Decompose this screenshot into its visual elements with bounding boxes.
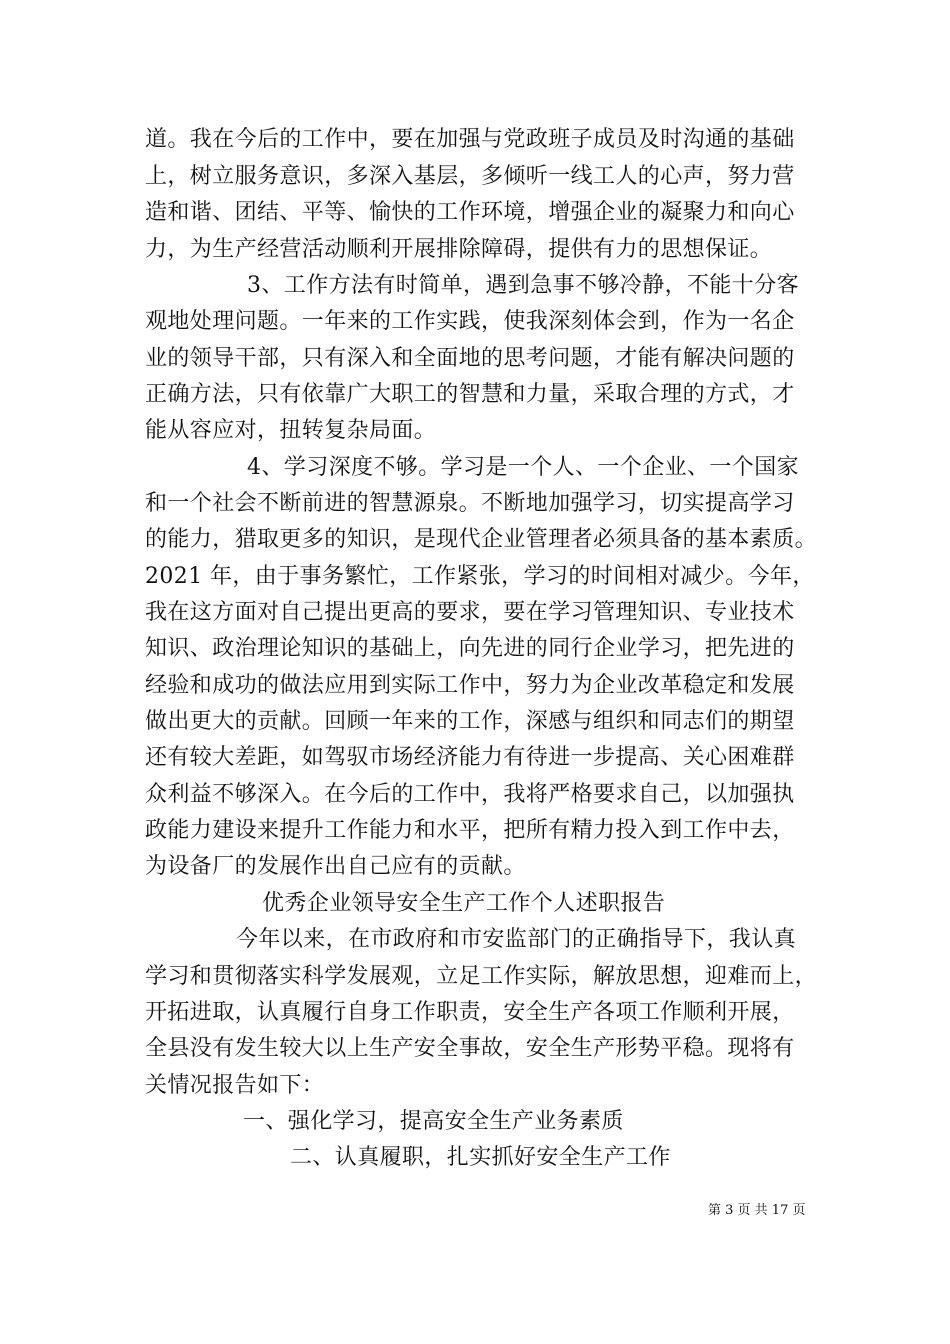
body-text-line: 力，为生产经营活动顺利开展排除障碍，提供有力的思想保证。 — [145, 237, 773, 262]
body-text-line: 能从容应对，扭转复杂局面。 — [145, 418, 437, 443]
body-text-line: 业的领导干部，只有深入和全面地的思考问题，才能有解决问题的 — [145, 346, 795, 371]
section-heading: 二、认真履职，扎实抓好安全生产工作 — [290, 1145, 671, 1170]
body-text-line: 开拓进取，认真履行自身工作职责，安全生产各项工作顺利开展， — [145, 1000, 795, 1025]
body-text-line: 上，树立服务意识，多深入基层，多倾听一线工人的心声，努力营 — [145, 164, 795, 189]
body-text-line: 全县没有发生较大以上生产安全事故，安全生产形势平稳。现将有 — [145, 1036, 795, 1061]
body-text-line: 知识、政治理论知识的基础上，向先进的同行企业学习，把先进的 — [145, 636, 795, 661]
body-text-line: 观地处理问题。一年来的工作实践，使我深刻体会到，作为一名企 — [145, 309, 795, 334]
body-text-line: 造和谐、团结、平等、愉快的工作环境，增强企业的凝聚力和向心 — [145, 200, 795, 225]
body-text-line: 3、工作方法有时简单，遇到急事不够冷静，不能十分客 — [247, 273, 799, 298]
body-text-line: 我在这方面对自己提出更高的要求，要在学习管理知识、专业技术 — [145, 600, 795, 625]
body-text-line: 2021 年，由于事务繁忙，工作紧张，学习的时间相对减少。今年， — [145, 564, 815, 589]
body-text-line: 政能力建设来提升工作能力和水平，把所有精力投入到工作中去， — [145, 818, 795, 843]
body-text-line: 和一个社会不断前进的智慧源泉。不断地加强学习，切实提高学习 — [145, 491, 795, 516]
body-text-line: 还有较大差距，如驾驭市场经济能力有待进一步提高、关心困难群 — [145, 745, 795, 770]
body-text-line: 道。我在今后的工作中，要在加强与党政班子成员及时沟通的基础 — [145, 127, 795, 152]
body-text-line: 学习和贯彻落实科学发展观，立足工作实际，解放思想，迎难而上， — [145, 964, 818, 989]
body-text-line: 经验和成功的做法应用到实际工作中，努力为企业改革稳定和发展 — [145, 673, 795, 698]
body-text-line: 4、学习深度不够。学习是一个人、一个企业、一个国家 — [247, 455, 799, 480]
page-number: 第 3 页 共 17 页 — [708, 1203, 806, 1218]
section-title: 优秀企业领导安全生产工作个人述职报告 — [262, 891, 666, 916]
body-text-line: 为设备厂的发展作出自己应有的贡献。 — [145, 854, 526, 879]
body-text-line: 今年以来，在市政府和市安监部门的正确指导下，我认真 — [236, 927, 797, 952]
body-text-line: 的能力，猎取更多的知识，是现代企业管理者必须具备的基本素质。 — [145, 527, 818, 552]
section-heading: 一、强化学习，提高安全生产业务素质 — [243, 1109, 624, 1134]
body-text-line: 关情况报告如下： — [145, 1073, 325, 1098]
body-text-line: 众利益不够深入。在今后的工作中，我将严格要求自己，以加强执 — [145, 782, 795, 807]
body-text-line: 正确方法，只有依靠广大职工的智慧和力量，采取合理的方式，才 — [145, 382, 795, 407]
body-text-line: 做出更大的贡献。回顾一年来的工作，深感与组织和同志们的期望 — [145, 709, 795, 734]
